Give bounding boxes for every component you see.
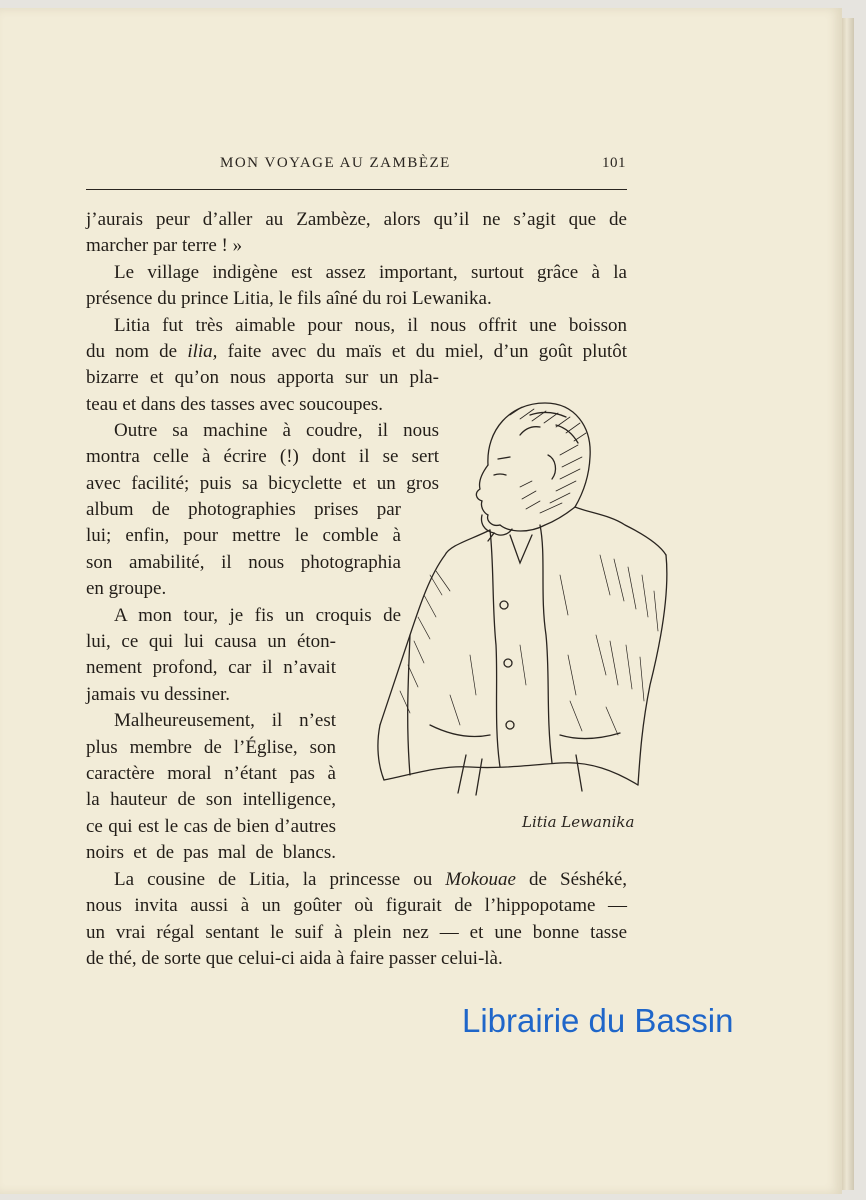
text-line: avec facilité; puis sa bicyclette et un gros	[86, 473, 439, 494]
text-line: nement profond, car il n’avait	[86, 657, 336, 678]
watermark-text: Librairie du Bassin	[462, 1002, 734, 1039]
portrait-body	[378, 507, 667, 795]
text-line: lui, ce qui lui causa un éton-	[86, 631, 336, 652]
running-title: MON VOYAGE AU ZAMBÈZE	[220, 155, 451, 171]
text-line-with-italic	[86, 339, 627, 365]
page-edge	[842, 18, 854, 1190]
header-rule	[86, 189, 627, 190]
running-header	[86, 155, 626, 177]
text-line: ce qui est le cas de bien d’autres	[86, 816, 336, 837]
clothing-hatching	[400, 555, 658, 735]
text-line: jamais vu dessiner.	[86, 684, 231, 705]
italic-term: ilia,	[187, 341, 218, 362]
text-line: lui; enfin, pour mettre le comble à	[86, 525, 401, 546]
italic-term: Mokouae	[445, 869, 516, 890]
text-line: son amabilité, il nous photographia	[86, 552, 401, 573]
page-number: 101	[602, 155, 626, 171]
text-line: Malheureusement, il n’est	[114, 710, 336, 731]
text-line: un vrai régal sentant le suif à plein nez — et une bonne tasse	[86, 922, 627, 943]
text-line: Outre sa machine à coudre, il nous	[114, 420, 439, 441]
text-line: j’aurais peur d’aller au Zambèze, alors qu’il ne s’agit que de	[86, 209, 627, 230]
text-line: présence du prince Litia, le fils aîné du roi Lewanika.	[86, 288, 492, 309]
text-line: de thé, de sorte que celui-ci aida à faire passer celui-là.	[86, 948, 503, 969]
text-line: album de photographies prises par	[86, 499, 401, 520]
portrait-illustration	[370, 395, 675, 835]
text-line: bizarre et qu’on nous apporta sur un pla-	[86, 367, 439, 388]
text-line: Litia fut très aimable pour nous, il nous offrit une boisson	[114, 315, 627, 336]
text-span: du nom de	[86, 341, 178, 362]
text-span: La cousine de Litia, la princesse ou	[114, 869, 433, 890]
text-line: nous invita aussi à un goûter où figurait de l’hippopotame —	[86, 895, 627, 916]
text-line: caractère moral n’étant pas à	[86, 763, 336, 784]
text-line: Le village indigène est assez important, surtout grâce à la	[114, 262, 627, 283]
portrait-signature: Litia Lewanika	[522, 813, 635, 831]
text-span: faite avec du maïs et du miel, d’un goût plutôt	[227, 341, 628, 362]
text-line: la hauteur de son intelligence,	[86, 789, 336, 810]
text-line: teau et dans des tasses avec soucoupes.	[86, 394, 384, 415]
portrait-head	[476, 403, 590, 541]
text-line: plus membre de l’Église, son	[86, 737, 336, 758]
text-line: A mon tour, je fis un croquis de	[114, 605, 401, 626]
text-line: noirs et de pas mal de blancs.	[86, 842, 336, 863]
text-line: montra celle à écrire (!) dont il se sert	[86, 446, 439, 467]
text-line-with-italic	[114, 867, 627, 893]
text-line: en groupe.	[86, 578, 167, 599]
text-line: marcher par terre ! »	[86, 235, 243, 256]
text-span: de Séshéké,	[529, 869, 628, 890]
portrait-hatching	[510, 407, 586, 513]
